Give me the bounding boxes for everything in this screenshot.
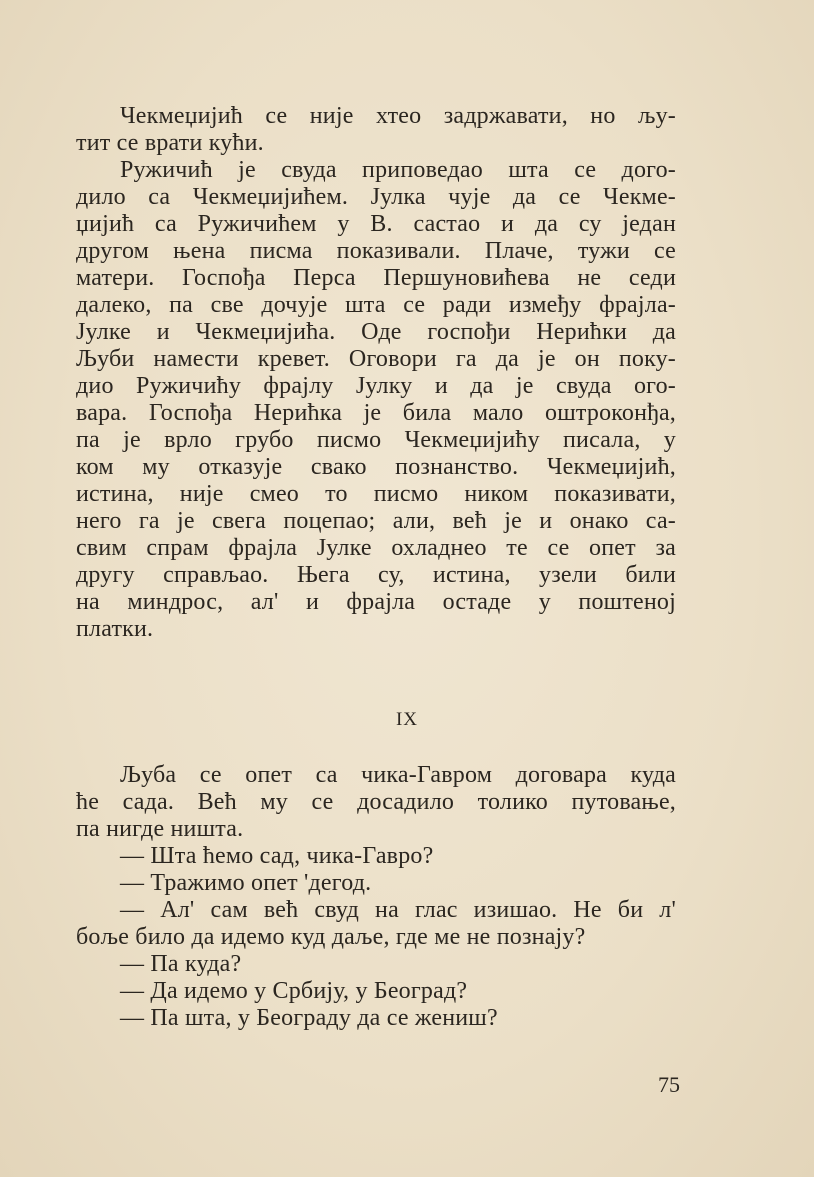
text-line: другу справљао. Њега су, истина, узели били [76, 562, 676, 588]
dialogue-line: — Па куда? [120, 951, 242, 977]
text-line: матери. Госпођа Перса Першуновићева не седи [76, 265, 676, 291]
text-line: ће сада. Већ му се досадило толико путовање, [76, 789, 676, 815]
dialogue-line: — Ал' сам већ свуд на глас изишао. Не би л' [120, 897, 676, 923]
text-line: па је врло грубо писмо Чекмеџијићу писала, у [76, 427, 676, 453]
text-line: дио Ружичићу фрајлу Јулку и да је свуда ого- [76, 373, 676, 399]
section-heading: IX [395, 709, 419, 730]
text-line: џијић са Ружичићем у В. састао и да су један [76, 211, 676, 237]
dialogue-line: боље било да идемо куд даље, где ме не познају? [76, 924, 586, 950]
text-line: него га је свега поцепао; али, већ је и онако са- [76, 508, 676, 534]
text-line: вара. Госпођа Нерићка је била мало оштроконђа, [76, 400, 676, 426]
text-block-top [76, 103, 676, 643]
dialogue-line: — Па шта, у Београду да се жениш? [120, 1005, 498, 1031]
text-line: Чекмеџијић се није хтео задржавати, но љу- [120, 103, 676, 129]
text-line: другом њена писма показивали. Плаче, тужи се [76, 238, 676, 264]
text-line: Јулке и Чекмеџијића. Оде госпођи Нерићки да [76, 319, 676, 345]
text-line: Љуба се опет са чика-Гавром договара куда [120, 762, 676, 788]
dialogue-line: — Шта ћемо сад, чика-Гавро? [120, 843, 434, 869]
text-line: дило са Чекмеџијићем. Јулка чује да се Чекме- [76, 184, 676, 210]
text-line: Љуби намести кревет. Оговори га да је он поку- [76, 346, 676, 372]
text-line: Ружичић је свуда приповедао шта се дого- [120, 157, 676, 183]
text-line: свим спрам фрајла Јулке охладнео те се опет за [76, 535, 676, 561]
text-line: далеко, па све дочује шта се ради између фрајла- [76, 292, 676, 318]
page-number: 75 [658, 1072, 680, 1097]
text-block-bottom [76, 762, 676, 1032]
text-line: ком му отказује свако познанство. Чекмеџијић, [76, 454, 676, 480]
dialogue-line: — Тражимо опет 'дегод. [120, 870, 372, 896]
dialogue-line: — Да идемо у Србију, у Београд? [120, 978, 468, 1004]
text-line: на миндрос, ал' и фрајла остаде у поштеној [76, 589, 676, 615]
text-line: па нигде ништа. [76, 816, 244, 842]
text-line: истина, није смео то писмо ником показивати, [76, 481, 676, 507]
text-line: платки. [76, 616, 154, 642]
text-line: тит се врати кући. [76, 130, 264, 156]
